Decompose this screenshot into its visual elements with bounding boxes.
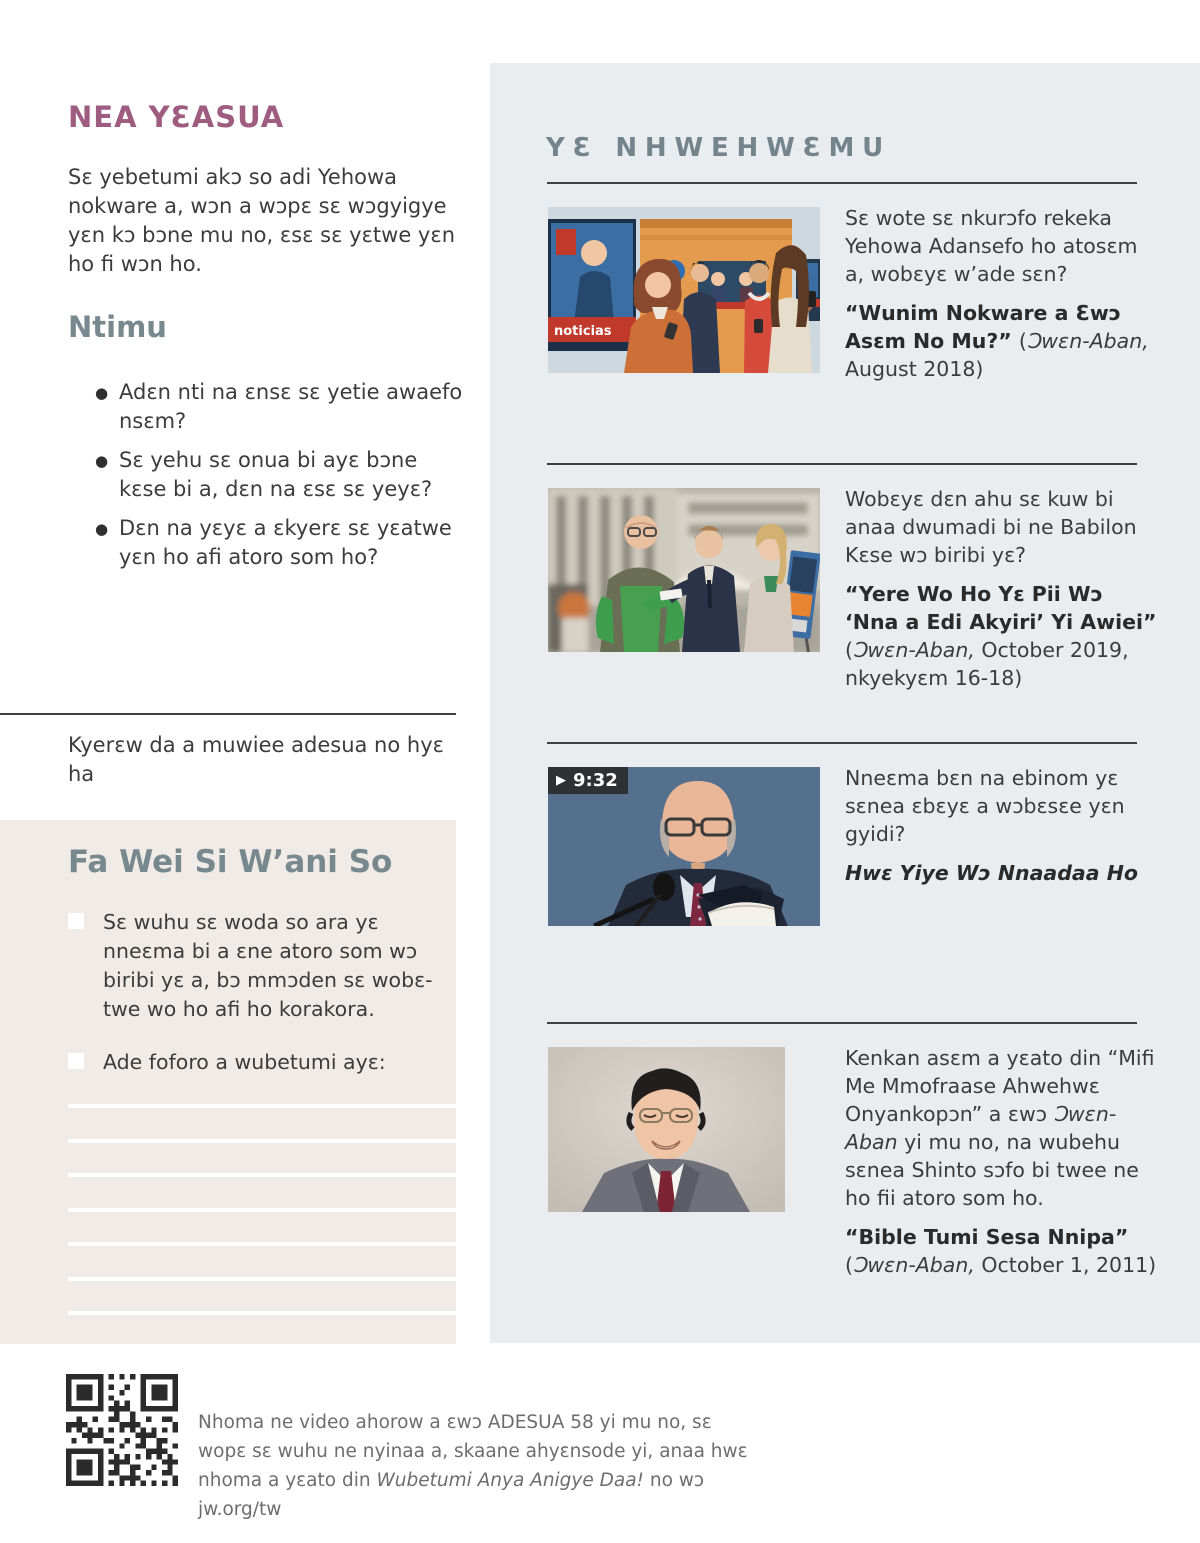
section-divider xyxy=(547,1022,1137,1024)
question-text: Sɛ yehu sɛ onua bi ayɛ bɔne kɛse bi a, dɛn na ɛsɛ sɛ yeyɛ? xyxy=(119,448,433,501)
completion-date-note: Kyerɛw da a muwiee adesua no hyɛ ha xyxy=(68,733,444,786)
section-reference: “Wunim Nokware a Ɛwɔ Asɛm No Mu?” (Ɔwɛn-Aban, August 2018) xyxy=(845,301,1149,381)
section-question: Kenkan asɛm a yɛato din “Mifi Me Mmofraase Ahwehwɛ Onyankopɔn” a ɛwɔ Ɔwɛn-Aban yi mu no, na wubehu sɛnea Shinto sɔfo bi twee ne ho fii atoro som ho. xyxy=(845,1046,1155,1210)
bullet-icon: ● xyxy=(95,384,109,402)
apply-item-text: Ade foforo a wubetumi ayɛ: xyxy=(103,1050,386,1074)
checkbox[interactable] xyxy=(68,1053,84,1069)
photo-street-witnessing xyxy=(548,488,820,652)
apply-box xyxy=(0,820,456,1344)
qr-code xyxy=(66,1374,178,1490)
section-question: Sɛ wote sɛ nkurɔfo rekeka Yehowa Adansefo ho atosɛm a, wobɛyɛ w’ade sɛn? xyxy=(845,206,1138,286)
writing-line[interactable] xyxy=(68,1311,456,1315)
list-item xyxy=(95,378,470,436)
writing-line[interactable] xyxy=(68,1277,456,1281)
writing-line[interactable] xyxy=(68,1104,456,1108)
writing-line[interactable] xyxy=(68,1208,456,1212)
panel-title: YƐ NHWEHWƐMU xyxy=(546,132,892,163)
writing-line[interactable] xyxy=(68,1173,456,1177)
section-question: Wobɛyɛ dɛn ahu sɛ kuw bi anaa dwumadi bi ne Babilon Kɛse wɔ biribi yɛ? xyxy=(845,487,1137,567)
writing-line[interactable] xyxy=(68,1242,456,1246)
apply-item-text: Sɛ wuhu sɛ woda so ara yɛ nneɛma bi a ɛne atoro som wɔ biribi yɛ a, bɔ mmɔden sɛ wobɛ-twe wo ho afi ho korakora. xyxy=(103,910,433,1021)
list-item xyxy=(95,446,470,504)
section-reference: “Bible Tumi Sesa Nnipa” (Ɔwɛn-Aban, October 1, 2011) xyxy=(845,1225,1157,1277)
writing-lines xyxy=(68,1104,456,1346)
section-question: Nneɛma bɛn na ebinom yɛ sɛnea ɛbɛyɛ a wɔbɛsɛe yɛn gyidi? xyxy=(845,766,1125,846)
intro-paragraph: Sɛ yebetumi akɔ so adi Yehowa nokware a, wɔn a wɔpɛ sɛ wɔgyigye yɛn kɔ bɔne mu no, ɛsɛ sɛ yɛtwe yɛn ho fi wɔn ho. xyxy=(68,165,456,276)
divider-line xyxy=(0,713,456,715)
question-text: Dɛn na yɛyɛ a ɛkyerɛ sɛ yɛatwe yɛn ho afi atoro som ho? xyxy=(119,516,452,569)
section-reference: “Yere Wo Ho Yɛ Pii Wɔ ‘Nna a Edi Akyiri’ Yi Awiei” (Ɔwɛn-Aban, October 2019, nkyekyɛm 16-18) xyxy=(845,582,1157,690)
writing-line[interactable] xyxy=(68,1139,456,1143)
video-duration: 9:32 xyxy=(573,769,618,791)
section-divider xyxy=(547,182,1137,184)
section-divider xyxy=(547,742,1137,744)
apply-item xyxy=(68,1048,438,1077)
ntimu-heading: Ntimu xyxy=(68,310,167,344)
review-question-list xyxy=(95,378,470,582)
review-section xyxy=(490,742,1200,901)
page-title: NEA YƐASUA xyxy=(68,100,285,134)
review-panel xyxy=(490,63,1200,1343)
list-item xyxy=(95,514,470,572)
section-reference: Hwɛ Yiye Wɔ Nnaadaa Ho xyxy=(845,861,1138,885)
question-text: Adɛn nti na ɛnsɛ sɛ yetie awaefo nsɛm? xyxy=(119,380,463,433)
illustration-media-lobby xyxy=(548,207,820,373)
bullet-icon: ● xyxy=(95,520,109,538)
footer-note: Nhoma ne video ahorow a ɛwɔ ADESUA 58 yi mu no, sɛ wopɛ sɛ wuhu ne nyinaa a, skaane ahyɛnsode yi, anaa hwɛ nhoma a yɛato din Wubetumi Anya Anigye Daa! no wɔ jw.org/tw xyxy=(198,1412,748,1520)
checkbox[interactable] xyxy=(68,913,84,929)
svg-text:noticias: noticias xyxy=(554,324,612,339)
play-icon: ▶ xyxy=(556,773,566,788)
section-divider xyxy=(547,463,1137,465)
apply-item xyxy=(68,908,438,1024)
video-duration-badge xyxy=(548,767,628,794)
apply-box-title: Fa Wei Si W’ani So xyxy=(68,844,393,880)
bullet-icon: ● xyxy=(95,452,109,470)
portrait-photo xyxy=(548,1047,785,1212)
